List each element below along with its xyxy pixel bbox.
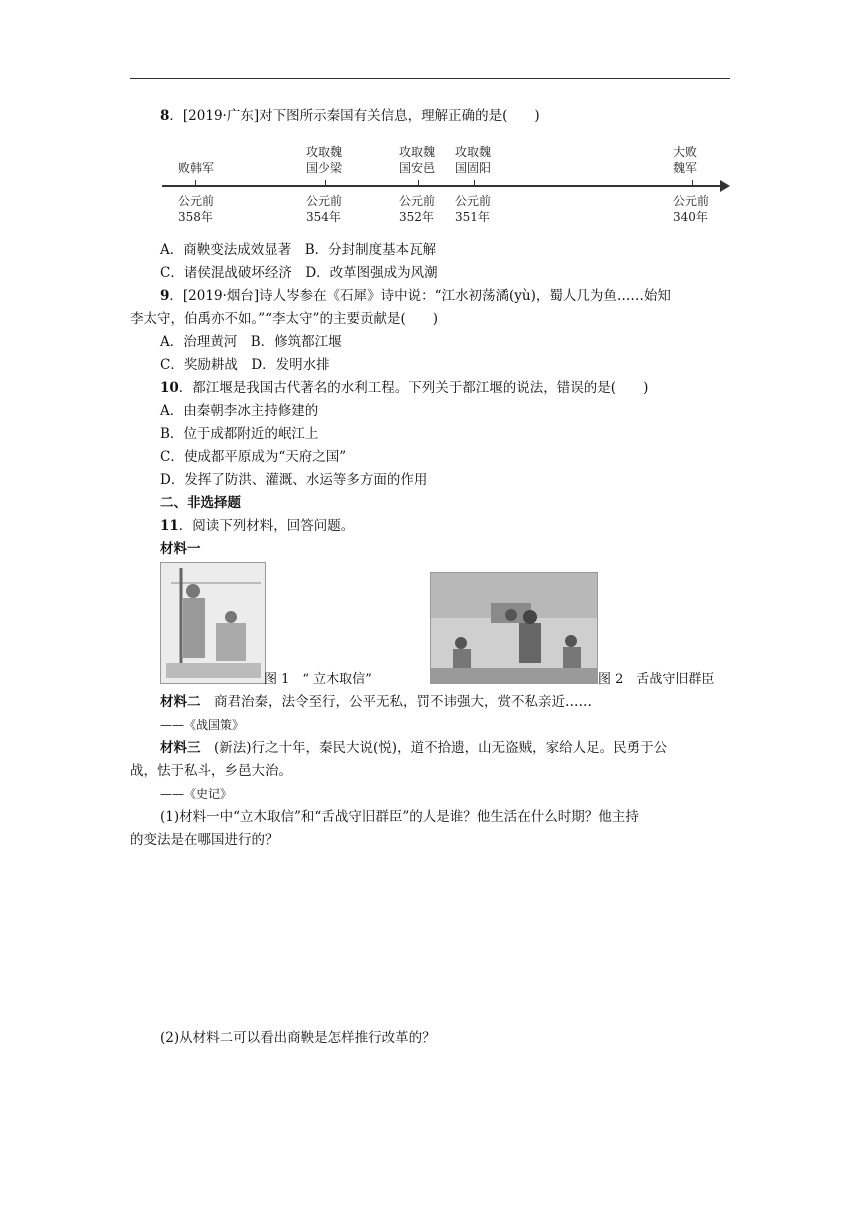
- timeline-axis: [162, 185, 722, 187]
- q10-option-a: A．由秦朝李冰主持修建的: [160, 403, 319, 419]
- timeline-year: 340年: [673, 210, 708, 224]
- q10-option-c: C．使成都平原成为“天府之国”: [160, 449, 347, 465]
- timeline-event: 国少梁: [306, 161, 343, 175]
- timeline-tick: [418, 180, 419, 186]
- q8-options-row-1: A．商鞅变法成效显著 B．分封制度基本瓦解: [160, 242, 437, 258]
- arrow-right-icon: [720, 180, 730, 192]
- timeline-year: 公元前: [306, 194, 343, 208]
- timeline-year: 354年: [306, 210, 341, 224]
- question-10: [160, 378, 648, 398]
- material-2: [160, 692, 592, 712]
- timeline-year: 公元前: [673, 194, 710, 208]
- timeline-tick: [692, 180, 693, 186]
- sub-question-2: (2)从材料二可以看出商鞅是怎样推行改革的？: [160, 1030, 436, 1046]
- timeline-event: 国安邑: [399, 161, 436, 175]
- question-text: ．阅读下列材料，回答问题。: [178, 518, 355, 534]
- figure-1-caption: 图 1 “ 立木取信”: [264, 672, 372, 687]
- figure-2-image: [430, 572, 598, 684]
- timeline-year: 公元前: [399, 194, 436, 208]
- figure-2-caption: 图 2 舌战守旧群臣: [598, 672, 715, 687]
- timeline-year: 公元前: [178, 194, 215, 208]
- timeline-event: 国固阳: [455, 161, 492, 175]
- timeline-event: 攻取魏: [306, 145, 343, 159]
- material-2-source: ——《战国策》: [160, 718, 245, 732]
- material-3-source: ——《史记》: [160, 787, 233, 801]
- q10-option-d: D．发挥了防洪、灌溉、水运等多方面的作用: [160, 472, 428, 488]
- material-2-text: 商君治秦，法令至行，公平无私，罚不讳强大，赏不私亲近……: [200, 694, 592, 710]
- header-rule: [130, 78, 730, 79]
- q10-option-b: B．位于成都附近的岷江上: [160, 426, 319, 442]
- question-number: 8: [160, 108, 170, 124]
- question-text: ．[2019·烟台]诗人岑参在《石犀》诗中说：“江水初荡潏(yù)，蜀人几为鱼……始知: [169, 288, 671, 304]
- question-text: 李太守，伯禹亦不如。”“李太守”的主要贡献是( ): [130, 311, 438, 327]
- material-1-label: 材料一: [160, 541, 201, 557]
- timeline-year: 358年: [178, 210, 213, 224]
- timeline-year: 352年: [399, 210, 434, 224]
- material-2-label: 材料二: [160, 694, 201, 710]
- material-3-label: 材料三: [160, 740, 201, 756]
- question-number: 11: [160, 518, 179, 534]
- material-3-text: (新法)行之十年，秦民大说(悦)，道不拾遗，山无盗贼，家给人足。民勇于公: [200, 740, 668, 756]
- sub-question-1-cont: 的变法是在哪国进行的？: [130, 832, 279, 848]
- timeline-event: 魏军: [673, 161, 698, 175]
- timeline-event: 败韩军: [178, 161, 215, 175]
- timeline-tick: [195, 180, 196, 186]
- q8-options-row-2: C．诸侯混战破坏经济 D．改革图强成为风潮: [160, 265, 438, 281]
- question-text: ．都江堰是我国古代著名的水利工程。下列关于都江堰的说法，错误的是( ): [178, 380, 649, 396]
- question-11: [160, 516, 354, 536]
- timeline-year: 公元前: [455, 194, 492, 208]
- timeline-event: 大败: [673, 145, 698, 159]
- timeline-year: 351年: [455, 210, 490, 224]
- question-number: 9: [160, 288, 170, 304]
- material-3-text: 战，怯于私斗，乡邑大治。: [130, 763, 292, 779]
- section-heading: 二、非选择题: [160, 495, 241, 511]
- question-number: 10: [160, 380, 179, 396]
- timeline-tick: [474, 180, 475, 186]
- sub-question-1: (1)材料一中“立木取信”和“舌战守旧群臣”的人是谁？他生活在什么时期？他主持: [160, 809, 639, 825]
- figure-1-image: [160, 562, 266, 684]
- q9-options-row-1: A．治理黄河 B．修筑都江堰: [160, 334, 342, 350]
- material-3: [160, 738, 667, 758]
- timeline-event: 攻取魏: [399, 145, 436, 159]
- q9-options-row-2: C．奖励耕战 D．发明水排: [160, 357, 330, 373]
- timeline-event: 攻取魏: [455, 145, 492, 159]
- question-8: [160, 106, 540, 126]
- question-text: ．[2019·广东]对下图所示秦国有关信息，理解正确的是( ): [169, 108, 540, 124]
- timeline-tick: [325, 180, 326, 186]
- question-9: [160, 286, 671, 306]
